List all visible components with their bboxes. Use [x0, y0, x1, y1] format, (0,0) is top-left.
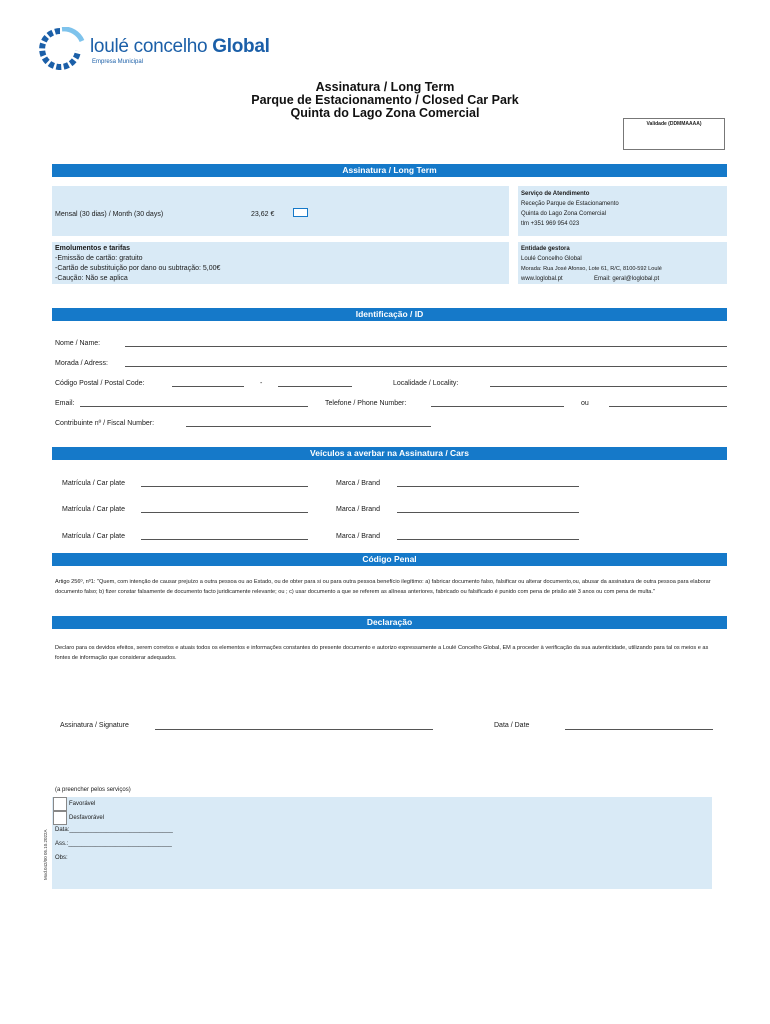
servico-line-3: tlm +351 969 954 023 — [521, 221, 580, 227]
car-brand-label-3: Marca / Brand — [336, 533, 380, 540]
entidade-name: Loulé Concelho Global — [521, 256, 582, 262]
codigo-penal-header: Código Penal — [52, 553, 727, 566]
nome-label: Nome / Name: — [55, 340, 101, 347]
servico-title: Serviço de Atendimento — [521, 191, 590, 197]
data-input[interactable] — [565, 729, 713, 730]
plan-price: 23,62 € — [251, 211, 275, 218]
telefone-label: Telefone / Phone Number: — [325, 400, 407, 407]
logo-name-light: loulé concelho — [90, 36, 213, 57]
car-plate-input-2[interactable] — [141, 512, 308, 513]
validade-box[interactable] — [623, 118, 725, 150]
telefone-input-2[interactable] — [609, 406, 727, 407]
title-line-1: Assinatura / Long Term — [315, 80, 455, 94]
car-plate-label-2: Matrícula / Car plate — [62, 506, 126, 513]
car-plate-input-3[interactable] — [141, 539, 308, 540]
codigo-postal-dash: - — [260, 380, 263, 387]
model-code: Mod.042/00 05.10.2022A — [43, 829, 48, 880]
assinatura-input[interactable] — [155, 729, 433, 730]
servicos-note: (a preencher pelos serviços) — [55, 787, 131, 793]
car-brand-input-3[interactable] — [397, 539, 579, 540]
declaracao-text: Declaro para os devidos efeitos, serem corretos e atuais todos os elementos e informações constantes do presente documento e autorizo expressamente a Loulé Concelho Global, EM a proceder à verificação da sua autenticidade, utilizando para tal os meios e as fontes de informação que considerar adequados. — [55, 645, 709, 661]
entidade-web[interactable]: www.loglobal.pt — [521, 276, 563, 282]
plan-label: Mensal (30 dias) / Month (30 days) — [55, 211, 164, 218]
car-plate-label-3: Matrícula / Car plate — [62, 533, 126, 540]
cars-header: Veículos a averbar na Assinatura / Cars — [52, 447, 727, 460]
contribuinte-label: Contribuinte nº / Fiscal Number: — [55, 420, 155, 427]
long-term-header: Assinatura / Long Term — [52, 164, 727, 177]
data-label: Data / Date — [494, 722, 530, 729]
servicos-ass[interactable]: Ass.:_______________________________ — [55, 841, 172, 847]
desfavoravel-checkbox[interactable] — [53, 811, 67, 825]
title-line-2: Parque de Estacionamento / Closed Car Park — [251, 93, 519, 107]
codigo-postal-input-2[interactable] — [278, 386, 352, 387]
emolumentos-title: Emolumentos e tarifas — [55, 245, 131, 252]
codigo-penal-text: Artigo 256º, nº1: "Quem, com intenção de causar prejuízo a outra pessoa ou ao Estado, ou de obter para si ou para outra pessoa benefício ilegítimo: a) fabricar documento falso, falsificar ou alterar documento,ou, abusar da assinatura de outra pessoa para elaborar documento falso; b) fizer constar falsamente de documento facto juridicamente relevante; ou ; c) usar documento a que se referem as alíneas anteriores, fabricado ou falsificado é punido com pena de prisão até 3 anos ou com pena de multa." — [55, 579, 711, 595]
car-brand-input-2[interactable] — [397, 512, 579, 513]
validade-label: Validade (DDMMAAAA) — [646, 121, 702, 127]
email-input[interactable] — [80, 406, 308, 407]
logo-name-bold: Global — [212, 36, 270, 57]
favoravel-label: Favorável — [69, 801, 96, 807]
email-label: Email: — [55, 400, 75, 407]
morada-input[interactable] — [125, 366, 727, 367]
desfavoravel-label: Desfavorável — [69, 815, 105, 821]
servicos-obs: Obs: — [55, 855, 68, 861]
localidade-input[interactable] — [490, 386, 727, 387]
title-line-3: Quinta do Lago Zona Comercial — [290, 106, 480, 120]
entidade-address: Morada: Rua José Afonso, Lote 61, R/C, 8100-592 Loulé — [521, 266, 662, 272]
car-brand-input-1[interactable] — [397, 486, 579, 487]
servicos-data[interactable]: Data:_______________________________ — [55, 827, 173, 833]
car-plate-input-1[interactable] — [141, 486, 308, 487]
emolumentos-line-3: -Caução: Não se aplica — [55, 275, 128, 282]
plan-checkbox[interactable] — [293, 208, 308, 217]
favoravel-checkbox[interactable] — [53, 797, 67, 811]
codigo-postal-label: Código Postal / Postal Code: — [55, 380, 145, 387]
emolumentos-line-1: -Emissão de cartão: gratuito — [55, 255, 143, 262]
logo-subtitle: Empresa Municipal — [92, 59, 144, 65]
assinatura-label: Assinatura / Signature — [60, 722, 129, 729]
logo-name — [90, 36, 270, 58]
codigo-postal-input-1[interactable] — [172, 386, 244, 387]
id-header: Identificação / ID — [52, 308, 727, 321]
servico-line-2: Quinta do Lago Zona Comercial — [521, 211, 607, 217]
logo-icon — [38, 27, 90, 71]
servico-line-1: Receção Parque de Estacionamento — [521, 201, 619, 207]
declaracao-header: Declaração — [52, 616, 727, 629]
car-plate-label-1: Matrícula / Car plate — [62, 480, 126, 487]
car-brand-label-1: Marca / Brand — [336, 480, 380, 487]
telefone-ou: ou — [581, 400, 589, 407]
entidade-title: Entidade gestora — [521, 246, 570, 252]
telefone-input-1[interactable] — [431, 406, 564, 407]
car-brand-label-2: Marca / Brand — [336, 506, 380, 513]
entidade-email[interactable]: Email: geral@loglobal.pt — [594, 276, 660, 282]
morada-label: Morada / Adress: — [55, 360, 108, 367]
contribuinte-input[interactable] — [186, 426, 431, 427]
nome-input[interactable] — [125, 346, 727, 347]
emolumentos-line-2: -Cartão de substituição por dano ou subtração: 5,00€ — [55, 265, 221, 272]
localidade-label: Localidade / Locality: — [393, 380, 459, 387]
